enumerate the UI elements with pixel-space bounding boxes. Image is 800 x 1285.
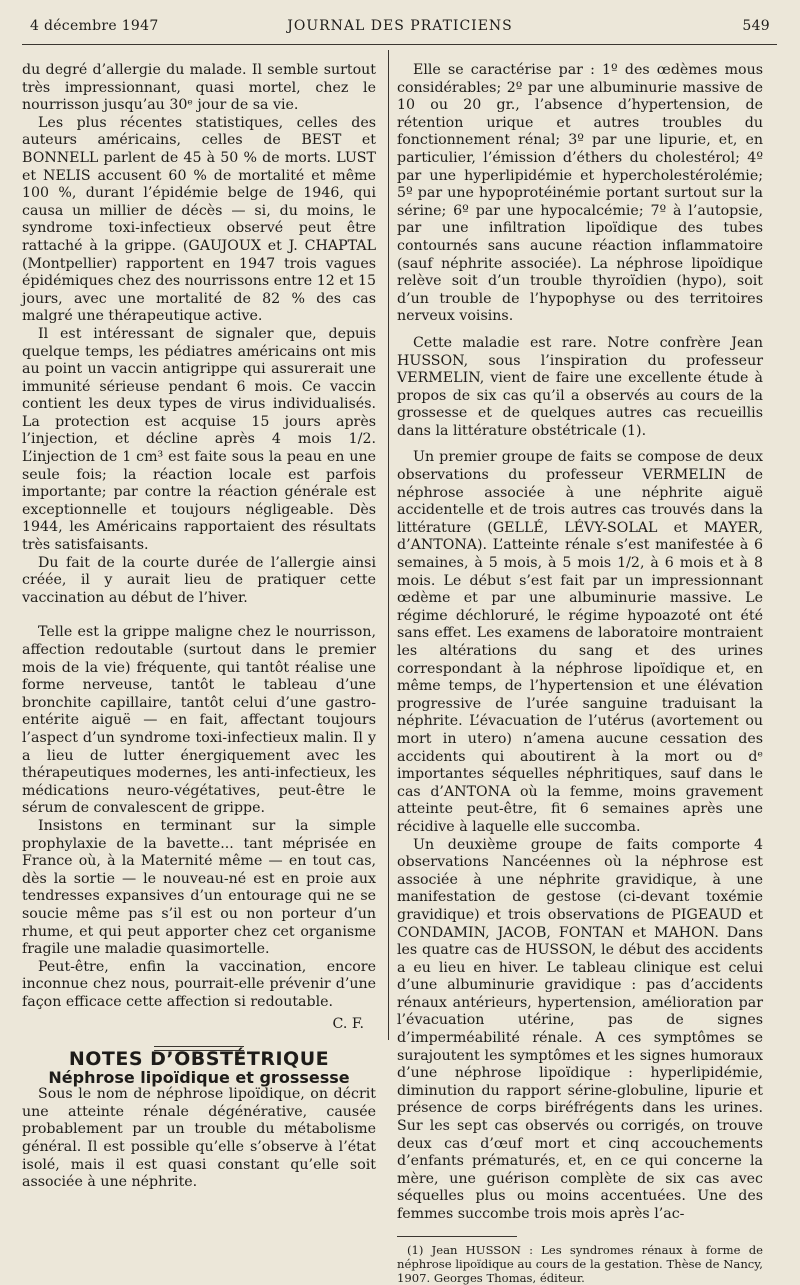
paragraph: Insistons en terminant sur la simple prophylaxie de la bavette... tant méprisée en France où, à la Maternité même — en tout cas, dès la sortie — le nouveau-né est en proie aux tendresses expansives d’un entourage qui ne se soucie même pas s’il est ou non porteur d’un rhume, et qui peut apporter chez cet organisme fragile une maladie quasimortelle. [22,817,376,958]
column-divider [388,50,389,1040]
article-title: Néphrose lipoïdique et grossesse [48,1067,350,1087]
paragraph: Les plus récentes statistiques, celles des auteurs américains, celles de BEST et BONNELL parlent de 45 à 50 % de morts. LUST et NELIS accusent 60 % de mortalité et même 100 %, durant l’épidémie belge de 1946, qui causa un millier de décès — si, du moins, le syndrome toxi-infectieux observé peut être rattaché à la grippe. (GAUJOUX et J. CHAPTAL (Montpellier) rapportent en 1947 trois vagues épidémiques chez des nourrissons entre 12 et 15 jours, avec une mortalité de 82 % des cas malgré une thérapeutique active. [22,114,376,325]
paragraph: Sous le nom de néphrose lipoïdique, on décrit une atteinte rénale dégénérative, causée probablement par un trouble du métabolisme général. Il est possible qu’elle s’observe à l’état isolé, mais il est quasi constant qu’elle soit associée à une néphrite. [22,1086,376,1191]
header-date: 4 décembre 1947 [30,18,159,34]
paragraph: Un deuxième groupe de faits comporte 4 observations Nancéennes où la néphrose est associée à une néphrite gravidique, à une manifestation de gestose (ci-devant toxémie gravidique) et trois observations de PIGEAUD et CONDAMIN, JACOB, FONTAN et MAHON. Dans les quatre cas de HUSSON, le début des accidents a eu lieu en hiver. Le tableau clinique est celui d’une albuminurie gravidique : pas d’accidents rénaux antérieurs, hypertension, amélioration par l’évacuation utérine, pas de signes d’imperméabilité rénale. A ces symptômes se surajoutent les symptômes et les signes humoraux d’une néphrose lipoïdique : hyperlipidémie, diminution du rapport sérine-globuline, lipurie et présence de corps biréfrégents dans les urines. Sur les sept cas observés ou corrigés, on trouve deux cas d’œuf mort et cinq accouchements d’enfants prématurés, et, en ce qui concerne la mère, une guérison complète de six cas avec séquelles plus ou moins accentuées. Une des femmes succombe trois mois après l’ac- [397,836,763,1222]
paragraph: Cette maladie est rare. Notre confrère Jean HUSSON, sous l’inspiration du professeur VERMELIN, vient de faire une excellente étude à propos de six cas qu’il a observés au cours de la grossesse et de quelques autres cas recueillis dans la littérature obstétricale (1). [397,334,763,439]
paragraph: Du fait de la courte durée de l’allergie ainsi créée, il y aurait lieu de pratiquer cette vaccination au début de l’hiver. [22,554,376,606]
left-column [22,62,376,1192]
signature: C. F. [332,1016,364,1033]
running-header [30,18,770,40]
paragraph: Il est intéressant de signaler que, depuis quelque temps, les pédiatres américains ont mis au point un vaccin antigrippe qui assurerait une immunité sérieuse pendant 6 mois. Ce vaccin contient les deux types de virus individualisés. La protection est acquise 15 jours après l’injection, et décline après 4 mois 1/2. L’injection de 1 cm³ est faite sous la peau en une seule fois; la réaction locale est parfois importante; par contre la réaction générale est exceptionnelle et toujours négligeable. Dès 1944, les Américains rapportaient des résultats très satisfaisants. [22,325,376,554]
paragraph: Peut-être, enfin la vaccination, encore inconnue chez nous, pourrait-elle prévenir d’une façon efficace cette affection si redoutable. [22,958,376,1010]
header-page-number: 549 [742,18,770,34]
header-rule [22,44,777,45]
paragraph: Un premier groupe de faits se compose de deux observations du professeur VERMELIN de néphrose associée à une néphrite aiguë accidentelle et de trois autres cas trouvés dans la littérature (GELLÉ, LÉVY-SOLAL et MAYER, d’ANTONA). L’atteinte rénale s’est manifestée à 6 semaines, à 5 mois, à 5 mois 1/2, à 6 mois et à 8 mois. Le début s’est fait par un impressionnant œdème et par une albuminurie massive. Le régime déchloruré, le régime hypoazoté ont été sans effet. Les examens de laboratoire montraient les altérations du sang et des urines correspondant à la néphrose lipoïdique et, en même temps, de l’hypertension et une élévation progressive de l’urée sanguine traduisant la néphrite. L’évacuation de l’utérus (avortement ou mort in utero) n’amena aucune cessation des accidents qui aboutirent à la mort ou dᵉ importantes séquelles néphritiques, sauf dans le cas d’ANTONA où la femme, moins gravement atteinte peut-être, fit 6 semaines après une récidive à laquelle elle succomba. [397,449,763,835]
footnote-rule [397,1236,517,1237]
paragraph: Telle est la grippe maligne chez le nourrisson, affection redoutable (surtout dans le premier mois de la vie) fréquente, qui tantôt réalise une forme nerveuse, tantôt le tableau d’une bronchite capillaire, tantôt celui d’une gastro-entérite aiguë — en fait, affectant toujours l’aspect d’un syndrome toxi-infectieux malin. Il y a lieu de lutter énergiquement avec les thérapeutiques modernes, les anti-infectieux, les médications neuro-végétatives, peut-être le sérum de convalescent de grippe. [22,624,376,817]
paragraph: Elle se caractérise par : 1º des œdèmes mous considérables; 2º par une albuminurie massive de 10 ou 20 gr., l’absence d’hypertension, de rétention urique et autres troubles du fonctionnement rénal; 3º par une lipurie, et, en particulier, l’émission d’éthers du cholestérol; 4º par une hyperlipidémie et hypercholestérolémie; 5º par une hypoprotéinémie portant surtout sur la sérine; 6º par une hypocalcémie; 7º à l’autopsie, par une infiltration lipoïdique des tubes contournés sans aucune réaction inflammatoire (sauf néphrite associée). La néphrose lipoïdique relève soit d’un trouble thyroïdien (hypo), soit d’un trouble de l’hypophyse ou des territoires nerveux voisins. [397,62,763,325]
paragraph: du degré d’allergie du malade. Il semble surtout très impressionnant, quasi mortel, chez le nourrisson jusqu’au 30ᵉ jour de sa vie. [22,62,376,114]
section-title: NOTES D’OBSTÉTRIQUE [68,1048,330,1071]
header-journal-title: JOURNAL DES PRATICIENS [287,18,513,34]
right-column [397,62,763,1285]
footnote: (1) Jean HUSSON : Les syndromes rénaux à forme de néphrose lipoïdique au cours de la gestation. Thèse de Nancy, 1907. Georges Thomas, éditeur. [397,1242,763,1285]
